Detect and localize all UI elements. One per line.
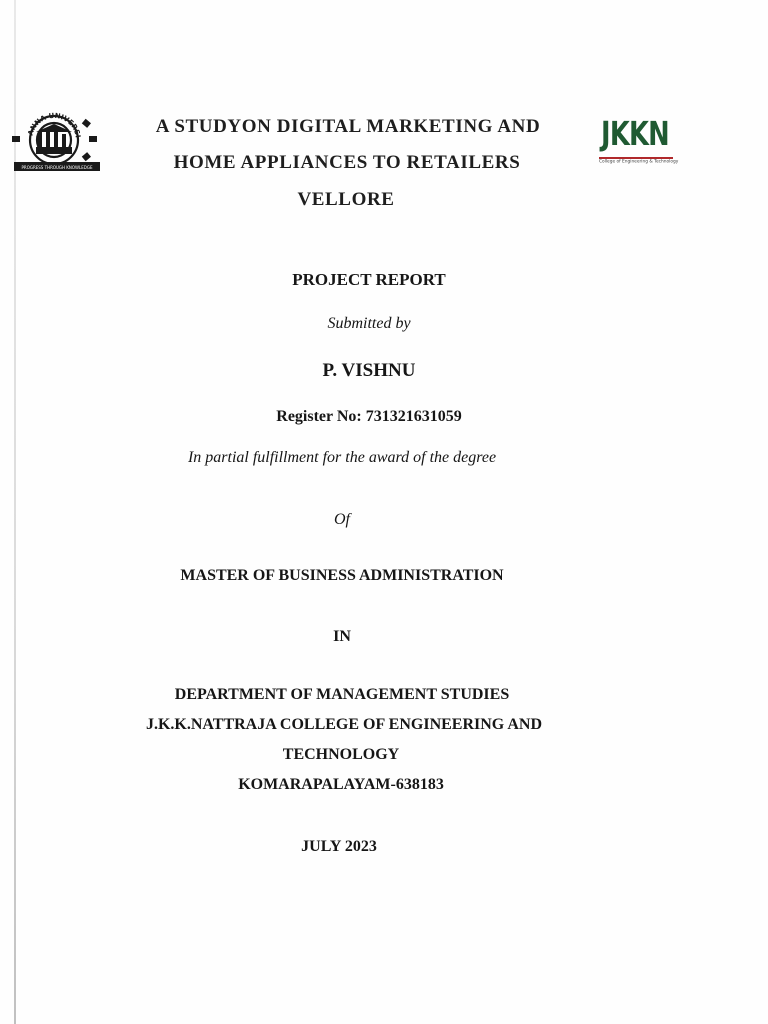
- in-text: IN: [333, 628, 351, 645]
- anna-university-logo: [10, 110, 102, 178]
- department-name: DEPARTMENT OF MANAGEMENT STUDIES: [174, 686, 510, 703]
- anna-university-emblem-icon: [10, 110, 102, 178]
- student-name: P. VISHNU: [322, 360, 416, 381]
- title-line-2: HOME APPLIANCES TO RETAILERS: [173, 152, 521, 173]
- college-location: KOMARAPALAYAM-638183: [238, 776, 444, 793]
- report-date: JULY 2023: [301, 838, 377, 855]
- college-line-2: TECHNOLOGY: [282, 746, 400, 763]
- title-line-1: A STUDYON DIGITAL MARKETING AND: [155, 116, 541, 137]
- jkkn-logo: [596, 114, 678, 172]
- jkkn-logo-text: JKKN: [601, 114, 669, 153]
- college-line-1: J.K.K.NATTRAJA COLLEGE OF ENGINEERING AND: [145, 716, 543, 733]
- of-text: Of: [334, 511, 350, 528]
- title-line-3: VELLORE: [297, 189, 395, 210]
- jkkn-logo-subtitle: College of Engineering & Technology: [599, 159, 679, 165]
- submitted-by-label: Submitted by: [327, 315, 411, 332]
- anna-university-arc-text: ANNA UNIVERSI: [26, 111, 82, 139]
- report-type: PROJECT REPORT: [292, 270, 446, 289]
- anna-university-motto: PROGRESS THROUGH KNOWLEDGE: [21, 165, 93, 170]
- register-number: Register No: 731321631059: [276, 408, 462, 425]
- fulfillment-text: In partial fulfillment for the award of the degree: [187, 449, 497, 466]
- degree-name: MASTER OF BUSINESS ADMINISTRATION: [180, 567, 504, 584]
